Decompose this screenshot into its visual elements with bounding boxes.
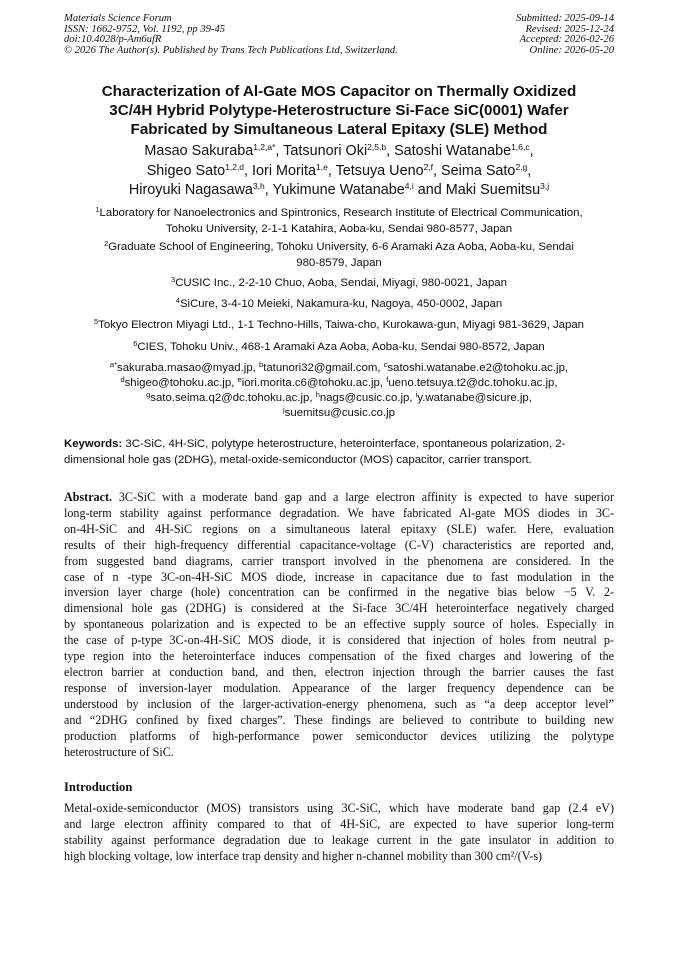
author-separator: , [529, 143, 534, 159]
author-name: Maki Suemitsu [445, 182, 541, 198]
keywords-line [64, 436, 616, 452]
author-affiliation-marker: 1,e [316, 161, 328, 172]
affiliation-text: 980-8579, Japan [296, 257, 382, 269]
body-line: and large electron affinity compared to that of 4H-SiC, are expected to have superior long-term [64, 816, 614, 831]
online-date: Online: 2026-05-20 [529, 44, 614, 56]
abstract-line: dimensional hole gas (2DHG) is considered at the Si-face 3C/4H heterointerface negatively charged [64, 601, 614, 616]
email-marker: f [386, 375, 389, 384]
author-name: Yukimune Watanabe [272, 182, 405, 198]
affiliation [60, 239, 618, 271]
body-line: stability against performance degradation due to leakage current in the gate insulator in addition to [64, 832, 614, 847]
affiliation-text: CIES, Tohoku Univ., 468-1 Aramaki Aza Aoba, Aoba-ku, Sendai 980-8572, Japan [137, 341, 545, 353]
email-marker: j [283, 405, 285, 414]
affiliation-text: CUSIC Inc., 2-2-10 Chuo, Aoba, Sendai, Miyagi, 980-0021, Japan [175, 277, 507, 289]
affiliation-text: SiCure, 3-4-10 Meieki, Nakamura-ku, Nagoya, 450-0002, Japan [179, 298, 503, 310]
affiliation [60, 275, 618, 291]
affiliation-line [60, 205, 618, 221]
abstract-line: and “2DHG confined by fixed charges”. These findings are believed to contribute to building new [64, 712, 614, 727]
author-separator: and [413, 182, 446, 198]
author-affiliation-marker: 2,g [515, 161, 528, 172]
email-address: tatunori32@gmail.com [263, 362, 378, 374]
affiliation [60, 296, 618, 312]
author-name: Tetsuya Ueno [335, 162, 424, 179]
body-line: high blocking voltage, low interface trap density and higher n-channel mobility than 300 cm²/(V-s) [64, 848, 543, 863]
accepted-date: Accepted: 2026-02-26 [519, 34, 614, 46]
email-address: nags@cusic.co.jp [319, 392, 410, 404]
affiliation-line [60, 255, 618, 271]
author-separator: , [386, 143, 395, 159]
affiliation-text: Tohoku University, 2-1-1 Katahira, Aoba-ku, Sendai 980-8577, Japan [165, 223, 513, 235]
email-address: iori.morita.c6@tohoku.ac.jp [241, 377, 380, 389]
affiliation-line [60, 296, 618, 312]
affiliation-line [60, 275, 618, 291]
abstract-line: case of n -type 3C-on-4H-SiC MOS diode, increase in capacitance due to fast modulation in the [64, 569, 614, 584]
affiliation-number: 4 [175, 296, 180, 305]
abstract-label: Abstract. [64, 490, 113, 504]
submitted-date: Submitted: 2025-09-14 [516, 13, 614, 24]
abstract [64, 490, 614, 760]
email-address: shigeo@tohoku.ac.jp [124, 377, 232, 389]
email-address: y.watanabe@sicure.jp [417, 392, 529, 404]
author-name: Seima Sato [441, 162, 516, 179]
affiliation-number: 2 [104, 239, 109, 248]
abstract-line: on-4H-SiC and 4H-SiC regions on a simultaneous lateral epitaxy (SLE) wafer. Here, evaluation [64, 521, 614, 536]
abstract-line: electron barrier at conduction band, and then, electron injection through the barrier causes the fast [64, 664, 614, 679]
author-separator: , [327, 162, 336, 179]
title-line: Fabricated by Simultaneous Lateral Epitaxy (SLE) Method [130, 121, 548, 138]
keywords [64, 436, 616, 468]
author-line [50, 162, 628, 182]
author-line [50, 142, 628, 162]
abstract-line: response of inversion-layer modulation. Appearance of the larger frequency dependence can be [64, 680, 614, 695]
email-line: $^d$shigeo@tohoku.ac.jp, $^e$iori.morita.c6@tohoku.ac.jp, $^f$ueno.tetsuya.t2@dc.tohoku.ac.jp, [120, 375, 558, 389]
author-list [50, 142, 628, 201]
abstract-line: by spontaneous polarization and is expected to be an effective supply source of holes. Especially in [64, 617, 614, 632]
author-name: Satoshi Watanabe [394, 143, 512, 159]
abstract-text: 3C-SiC with a moderate band gap and a large electron affinity is expected to have superior [118, 490, 614, 504]
email-address: suemitsu@cusic.co.jp [284, 407, 395, 419]
email-marker: g [146, 390, 151, 399]
author-affiliation-marker: 2,f [423, 161, 434, 172]
abstract-line: long-term stability against performance degradation. We have fabricated Al-gate MOS diodes in 3C- [64, 505, 614, 520]
author-separator: , [527, 162, 532, 179]
email-marker: d [120, 375, 125, 384]
abstract-line: results of their high-frequency differential capacitance-voltage (C-V) characteristics are reported and, [64, 537, 614, 552]
author-affiliation-marker: 3,h [252, 181, 265, 191]
journal-name: Materials Science Forum [64, 13, 172, 24]
email-marker: e [237, 375, 242, 384]
abstract-line: type region into the heterointerface induces compensation of the fixed charges and lowering of the [64, 649, 614, 664]
author-affiliation-marker: 1,2,d [225, 161, 245, 172]
affiliation [60, 205, 618, 237]
email-line [60, 406, 618, 421]
affiliation-number: 1 [95, 205, 100, 214]
copyright: © 2026 The Author(s). Published by Trans Tech Publications Ltd, Switzerland. [64, 44, 398, 56]
affiliation-number: 6 [133, 339, 138, 348]
email-marker: h [315, 390, 320, 399]
email-marker: i [415, 390, 418, 399]
affiliation [60, 339, 618, 355]
revised-date: Revised: 2025-12-24 [525, 23, 614, 35]
email-line: $^{a*}$sakuraba.masao@myad.jp, $^b$tatunori32@gmail.com, $^c$satoshi.watanabe.e2@tohoku.ac.jp, [109, 360, 569, 374]
affiliation-line [60, 239, 618, 255]
issn-volume: ISSN: 1662-9752, Vol. 1192, pp 39-45 [64, 23, 226, 35]
title-line: Characterization of Al-Gate MOS Capacitor on Thermally Oxidized [101, 83, 577, 100]
abstract-line [64, 490, 614, 506]
paper-title [50, 82, 628, 139]
author-name: Masao Sakuraba [144, 143, 254, 159]
email-address: ueno.tetsuya.t2@dc.tohoku.ac.jp [388, 377, 555, 389]
body-line: Metal-oxide-semiconductor (MOS) transistors using 3C-SiC, which have moderate band gap (2.4 eV) [64, 801, 614, 815]
email-address: satoshi.watanabe.e2@tohoku.ac.jp [387, 362, 565, 374]
affiliation-line [60, 221, 618, 237]
author-name: Tatsunori Oki [283, 143, 368, 159]
affiliation-line [60, 339, 618, 355]
author-separator: , [264, 182, 273, 198]
email-marker: b [259, 360, 264, 369]
email-address: sakuraba.masao@myad.jp [117, 362, 253, 374]
author-separator: , [244, 162, 253, 179]
abstract-line: the case of p-type 3C-on-4H-SiC MOS diode, it is considered that injection of holes from neutral p- [64, 633, 614, 648]
author-separator: , [275, 143, 284, 159]
keywords-line: dimensional hole gas (2DHG), metal-oxide-semiconductor (MOS) capacitor, carrier transport. [64, 454, 532, 466]
journal-header-right [516, 14, 614, 56]
affiliation-line [60, 317, 618, 333]
abstract-line: heterostructure of SiC. [64, 744, 174, 759]
abstract-line: from suggested band diagrams, carrier transport involved in the phenomena are considered. In the [64, 553, 614, 568]
author-affiliation-marker: 1,6,c [511, 142, 530, 152]
introduction-body [64, 801, 614, 865]
email-list [60, 361, 618, 421]
author-line [50, 181, 628, 201]
abstract-line: inversion layer charge (hole) concentration can be confirmed in the negative bias below −5 V. 2- [64, 585, 614, 600]
affiliation-text: Tokyo Electron Miyagi Ltd., 1-1 Techno-Hills, Taiwa-cho, Kurokawa-gun, Miyagi 981-3629, Japan [98, 319, 584, 331]
keywords-label: Keywords: [64, 438, 123, 450]
section-heading: Introduction [64, 780, 133, 794]
author-affiliation-marker: 2,5,b [367, 142, 387, 152]
doi: doi:10.4028/p-Am6ufR [64, 34, 162, 46]
email-address: sato.seima.q2@dc.tohoku.ac.jp [150, 392, 310, 404]
author-affiliation-marker: 4,i [404, 181, 414, 191]
title-line: 3C/4H Hybrid Polytype-Heterostructure Si-Face SiC(0001) Wafer [109, 102, 569, 119]
journal-header-left [64, 14, 398, 56]
author-name: Iori Morita [252, 162, 317, 179]
email-line: $^g$sato.seima.q2@dc.tohoku.ac.jp, $^h$nags@cusic.co.jp, $^i$y.watanabe@sicure.jp, [146, 390, 532, 404]
author-affiliation-marker: 3,j [540, 181, 550, 191]
abstract-line: production platforms of high-performance power semiconductor devices utilizing the polytype [64, 728, 614, 743]
email-marker: a* [109, 360, 117, 369]
email-marker: c [383, 360, 388, 369]
affiliation [60, 317, 618, 333]
author-affiliation-marker: 1,2,a* [253, 142, 276, 152]
author-name: Shigeo Sato [146, 162, 226, 179]
affiliation-text: Laboratory for Nanoelectronics and Spintronics, Research Institute of Electrical Communication, [99, 207, 583, 219]
affiliation-number: 3 [171, 275, 176, 284]
affiliation-text: Graduate School of Engineering, Tohoku University, 6-6 Aramaki Aza Aoba, Aoba-ku, Sendai [108, 241, 574, 253]
author-name: Hiroyuki Nagasawa [128, 182, 253, 198]
keywords-text: 3C-SiC, 4H-SiC, polytype heterostructure, heterointerface, spontaneous polarization, 2- [125, 438, 566, 450]
author-separator: , [433, 162, 442, 179]
abstract-line: understood by inclusion of the larger-activation-energy phenomena, such as “a deep acceptor level” [64, 696, 614, 711]
affiliation-number: 5 [93, 317, 99, 326]
